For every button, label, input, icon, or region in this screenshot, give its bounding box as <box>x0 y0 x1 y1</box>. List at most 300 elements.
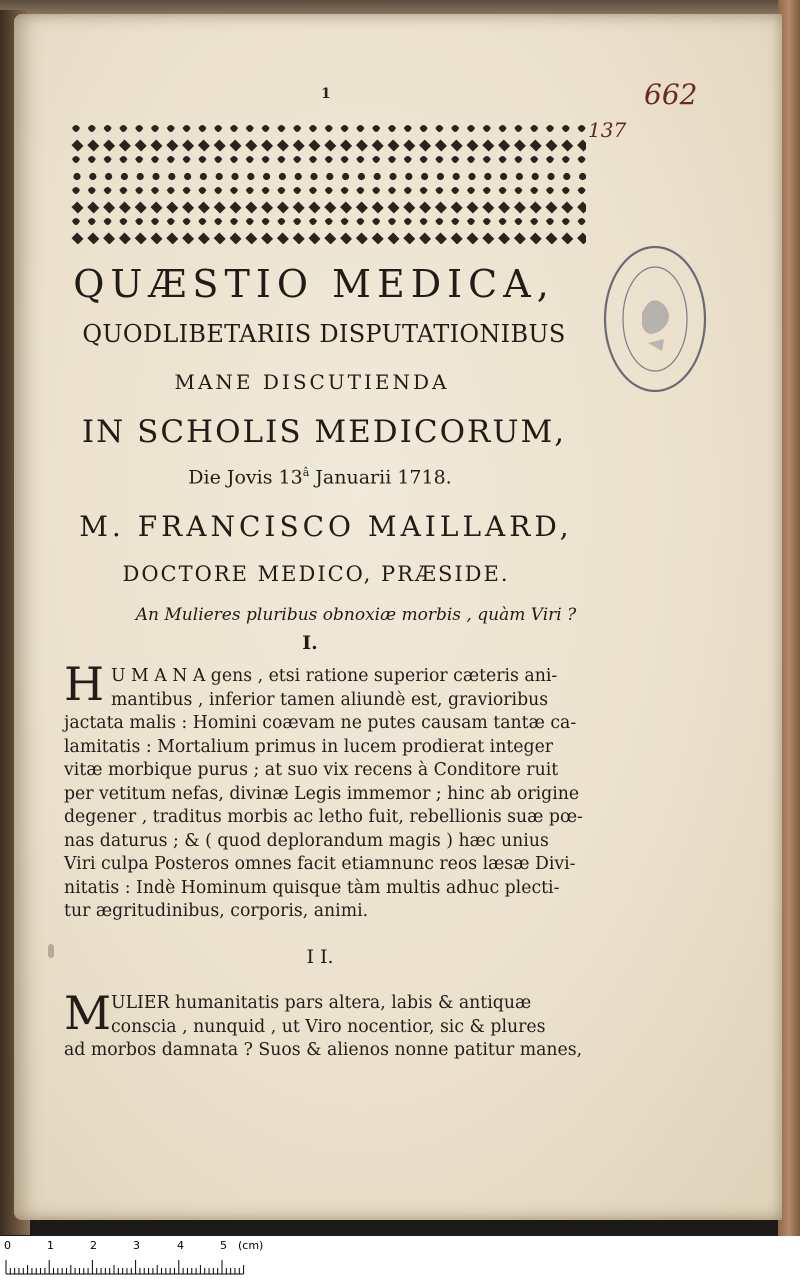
ornament-glyph <box>261 139 273 151</box>
ornament-glyph <box>104 125 112 136</box>
ornament-glyph <box>72 156 80 167</box>
ornament-glyph <box>88 125 96 136</box>
ornament-glyph <box>356 156 364 167</box>
ornament-glyph <box>261 201 273 213</box>
ornament-glyph <box>389 173 396 180</box>
ornament-glyph <box>451 187 459 198</box>
ruler-label-0: 0 <box>4 1239 11 1252</box>
ornament-glyph <box>245 201 257 213</box>
ornament-glyph <box>466 139 478 151</box>
ornament-glyph <box>183 187 191 198</box>
ornament-glyph <box>150 201 162 213</box>
ornament-glyph <box>435 139 447 151</box>
ornament-glyph <box>198 232 210 244</box>
section1-line: jactata malis : Homini coævam ne putes causam tantæ ca- <box>64 713 577 733</box>
title-quodlibetariis: QUODLIBETARIIS DISPUTATIONIBUS <box>82 320 566 348</box>
ornament-glyph <box>546 218 554 229</box>
ornament-glyph <box>150 139 162 151</box>
ornament-glyph <box>545 201 557 213</box>
ornament-glyph <box>358 173 365 180</box>
ornament-glyph <box>546 187 554 198</box>
ruler-ticks <box>0 1254 260 1276</box>
ornament-glyph <box>150 232 162 244</box>
ornament-glyph <box>372 139 384 151</box>
ornament-glyph <box>214 218 222 229</box>
ruler-label-3: 3 <box>133 1239 140 1252</box>
ornament-glyph <box>435 156 443 167</box>
ornament-glyph <box>404 156 412 167</box>
ornament-glyph <box>404 187 412 198</box>
ornament-glyph <box>71 139 83 151</box>
ornament-glyph <box>214 139 226 151</box>
ornament-glyph <box>135 201 147 213</box>
ruler-label-unit: (cm) <box>238 1239 264 1252</box>
ornament-glyph <box>119 156 127 167</box>
ornament-glyph <box>198 218 206 229</box>
ornament-glyph <box>561 201 573 213</box>
ornament-glyph <box>372 232 384 244</box>
ornament-glyph <box>372 187 380 198</box>
ornament-glyph <box>451 139 463 151</box>
ornament-glyph <box>230 218 238 229</box>
ornament-glyph <box>467 125 475 136</box>
ornament-glyph <box>309 125 317 136</box>
ornament-glyph <box>562 218 570 229</box>
ornament-glyph <box>247 173 254 180</box>
ornament-glyph <box>245 232 257 244</box>
ornament-glyph <box>261 232 273 244</box>
ornament-glyph <box>103 201 115 213</box>
ornament-glyph <box>467 187 475 198</box>
section1-line: Viri culpa Posteros omnes facit etiamnunc reos læsæ Divi- <box>64 854 576 874</box>
ornament-glyph <box>466 232 478 244</box>
ornament-glyph <box>578 125 586 136</box>
ornament-glyph <box>246 187 254 198</box>
ornament-glyph <box>578 156 586 167</box>
ornament-glyph <box>119 232 131 244</box>
ornament-glyph <box>71 232 83 244</box>
ornament-glyph <box>514 218 522 229</box>
ornament-glyph <box>121 173 128 180</box>
dropcap-m: M <box>64 986 112 1040</box>
ornament-glyph <box>183 156 191 167</box>
section1-line: per vetitum nefas, divinæ Legis immemor ; hinc ab origine <box>64 783 580 804</box>
ornament-glyph <box>356 139 368 151</box>
ornament-glyph <box>435 125 443 136</box>
ornament-glyph <box>453 173 460 180</box>
ruler-label-1: 1 <box>47 1239 54 1252</box>
ornament-glyph <box>277 232 289 244</box>
ornament-glyph <box>530 156 538 167</box>
ornament-glyph <box>405 173 412 180</box>
ornament-glyph <box>309 156 317 167</box>
ornament-glyph <box>340 201 352 213</box>
ornament-glyph <box>293 139 305 151</box>
ornament-glyph <box>547 173 554 180</box>
ornament-glyph <box>514 201 526 213</box>
ornament-glyph <box>514 187 522 198</box>
section2-line: ULIER humanitatis pars altera, labis & antiquæ <box>111 993 532 1013</box>
ornament-glyph <box>87 139 99 151</box>
ornament-glyph <box>435 187 443 198</box>
section2-line: ad morbos damnata ? Suos & alienos nonne patitur manes, <box>64 1040 583 1060</box>
ornament-glyph <box>435 232 447 244</box>
ornament-glyph <box>437 173 444 180</box>
ornament-glyph <box>466 201 478 213</box>
ornament-glyph <box>309 187 317 198</box>
ornament-glyph <box>514 125 522 136</box>
ornament-glyph <box>451 156 459 167</box>
ornament-glyph <box>340 139 352 151</box>
ornament-glyph <box>214 201 226 213</box>
ornament-glyph <box>562 156 570 167</box>
ornament-glyph <box>356 232 368 244</box>
ornament-glyph <box>435 201 447 213</box>
ornament-glyph <box>245 139 257 151</box>
ornament-glyph <box>451 218 459 229</box>
ornament-glyph <box>435 218 443 229</box>
ornament-glyph <box>420 125 428 136</box>
ornament-glyph <box>104 156 112 167</box>
ornament-glyph <box>183 218 191 229</box>
ornament-glyph <box>516 173 523 180</box>
ornament-glyph <box>404 218 412 229</box>
ornament-glyph <box>372 125 380 136</box>
ornament-glyph <box>324 232 336 244</box>
ornament-glyph <box>467 156 475 167</box>
ornament-glyph <box>88 218 96 229</box>
ornament-glyph <box>563 173 570 180</box>
ornament-glyph <box>88 156 96 167</box>
section1-line: lamitatis : Mortalium primus in lucem prodierat integer <box>64 736 554 757</box>
ornament-glyph <box>546 125 554 136</box>
ornament-glyph <box>119 218 127 229</box>
ornament-glyph <box>451 232 463 244</box>
ornament-glyph <box>167 125 175 136</box>
ornament-glyph <box>151 218 159 229</box>
ornament-glyph <box>420 156 428 167</box>
ornament-glyph <box>403 232 415 244</box>
date-prefix: Die Jovis 13 <box>188 466 303 489</box>
ornament-glyph <box>88 187 96 198</box>
ornament-glyph <box>577 232 586 244</box>
ornament-glyph <box>87 232 99 244</box>
ornament-glyph <box>182 201 194 213</box>
ornament-glyph <box>530 232 542 244</box>
ornament-glyph <box>72 218 80 229</box>
scale-ruler <box>0 1236 800 1279</box>
ruler-label-4: 4 <box>177 1239 184 1252</box>
handwritten-folio-number: 662 <box>644 78 698 111</box>
ornament-glyph <box>229 232 241 244</box>
ornament-glyph <box>198 139 210 151</box>
ornament-glyph <box>562 187 570 198</box>
ornament-glyph <box>482 139 494 151</box>
ornament-glyph <box>229 201 241 213</box>
ornament-glyph <box>103 139 115 151</box>
section-2-text <box>64 986 584 1063</box>
ornament-glyph <box>579 173 586 180</box>
ornament-glyph <box>214 125 222 136</box>
ornament-glyph <box>372 156 380 167</box>
ornament-glyph <box>104 187 112 198</box>
ornament-glyph <box>310 173 317 180</box>
ornament-glyph <box>514 156 522 167</box>
ornament-glyph <box>246 125 254 136</box>
ornament-glyph <box>484 173 491 180</box>
ornament-glyph <box>483 218 491 229</box>
ruler-label-2: 2 <box>90 1239 97 1252</box>
ornament-glyph <box>72 187 80 198</box>
ornament-glyph <box>152 173 159 180</box>
ornament-glyph <box>468 173 475 180</box>
ornament-glyph <box>293 187 301 198</box>
ornament-glyph <box>499 187 507 198</box>
ornament-glyph <box>324 201 336 213</box>
section1-line: degener , traditus morbis ac letho fuit, rebellionis suæ pœ- <box>64 807 583 827</box>
ornament-glyph <box>482 201 494 213</box>
section1-line: nas daturus ; & ( quod deplorandum magis ) hæc unius <box>64 830 549 851</box>
section1-line: tur ægritudinibus, corporis, animi. <box>64 901 369 921</box>
ornament-glyph <box>388 218 396 229</box>
ornament-glyph <box>341 125 349 136</box>
ornament-glyph <box>419 201 431 213</box>
ornament-glyph <box>182 139 194 151</box>
ornament-glyph <box>561 232 573 244</box>
ornament-glyph <box>356 201 368 213</box>
ornament-glyph <box>135 232 147 244</box>
ornament-glyph <box>499 218 507 229</box>
ornament-glyph <box>467 218 475 229</box>
ornament-glyph <box>530 125 538 136</box>
ornament-glyph <box>420 187 428 198</box>
ornament-glyph <box>374 173 381 180</box>
ornament-glyph <box>545 232 557 244</box>
ornament-glyph <box>104 218 112 229</box>
ornament-glyph <box>325 187 333 198</box>
ornament-glyph <box>246 156 254 167</box>
ornament-glyph <box>530 201 542 213</box>
ornament-glyph <box>230 187 238 198</box>
ornament-glyph <box>325 125 333 136</box>
ornament-glyph <box>498 139 510 151</box>
ornament-glyph <box>230 125 238 136</box>
ornament-glyph <box>500 173 507 180</box>
section-numeral-2: I I. <box>306 946 334 968</box>
section-numeral-1: I. <box>302 632 318 654</box>
ornament-glyph <box>577 139 586 151</box>
ornament-glyph <box>166 201 178 213</box>
ornament-glyph <box>246 218 254 229</box>
ornament-glyph <box>214 156 222 167</box>
ornament-glyph <box>404 125 412 136</box>
ornament-glyph <box>71 201 83 213</box>
ornament-glyph <box>135 218 143 229</box>
ornament-glyph <box>499 156 507 167</box>
title-doctore-medico: DOCTORE MEDICO, PRÆSIDE. <box>122 562 510 586</box>
ornament-glyph <box>293 125 301 136</box>
ornament-glyph <box>198 125 206 136</box>
handwritten-side-number: 137 <box>588 118 627 142</box>
ornament-glyph <box>214 187 222 198</box>
title-date-line <box>0 466 640 488</box>
ornament-glyph <box>388 125 396 136</box>
ornament-glyph <box>388 187 396 198</box>
date-superscript: â <box>302 466 310 479</box>
section1-line: U M A N A gens , etsi ratione superior cæteris ani- <box>111 666 558 686</box>
ornament-glyph <box>137 173 144 180</box>
ornament-glyph <box>262 125 270 136</box>
ornament-glyph <box>135 125 143 136</box>
ornament-glyph <box>387 139 399 151</box>
ornament-glyph <box>73 173 80 180</box>
ornament-glyph <box>277 201 289 213</box>
ornament-glyph <box>277 218 285 229</box>
ornament-glyph <box>341 187 349 198</box>
ornament-glyph <box>403 139 415 151</box>
ornament-glyph <box>293 232 305 244</box>
ornament-glyph <box>167 187 175 198</box>
ornament-glyph <box>72 125 80 136</box>
dropcap-h: H <box>64 657 105 711</box>
ornament-glyph <box>198 201 210 213</box>
ornament-glyph <box>308 201 320 213</box>
ornament-glyph <box>151 156 159 167</box>
ornament-glyph <box>279 173 286 180</box>
ornament-glyph <box>231 173 238 180</box>
ornament-glyph <box>324 139 336 151</box>
ornament-glyph <box>530 187 538 198</box>
ornament-glyph <box>277 139 289 151</box>
ornament-glyph <box>546 156 554 167</box>
ornament-glyph <box>293 218 301 229</box>
ornament-glyph <box>483 187 491 198</box>
ornament-glyph <box>168 173 175 180</box>
title-in-scholis-medicorum: IN SCHOLIS MEDICORUM, <box>81 414 567 450</box>
ornament-glyph <box>483 125 491 136</box>
ornament-glyph <box>308 232 320 244</box>
ornament-glyph <box>263 173 270 180</box>
ornament-glyph <box>388 156 396 167</box>
ornament-glyph <box>578 218 586 229</box>
ornament-glyph <box>262 156 270 167</box>
ornament-glyph <box>403 201 415 213</box>
ornament-glyph <box>151 187 159 198</box>
ornament-glyph <box>342 173 349 180</box>
ornament-glyph <box>562 125 570 136</box>
ornament-glyph <box>151 125 159 136</box>
ornament-glyph <box>230 156 238 167</box>
ornament-glyph <box>135 139 147 151</box>
ornament-glyph <box>372 201 384 213</box>
printers-ornament-band <box>66 116 586 244</box>
ornament-glyph <box>262 187 270 198</box>
ornament-glyph <box>499 125 507 136</box>
ornament-glyph <box>356 125 364 136</box>
ornament-glyph <box>182 232 194 244</box>
ornament-glyph <box>356 187 364 198</box>
ornament-glyph <box>105 173 112 180</box>
ornament-glyph <box>514 232 526 244</box>
ornament-glyph <box>451 201 463 213</box>
ornament-glyph <box>119 125 127 136</box>
ornament-glyph <box>483 156 491 167</box>
ornament-glyph <box>326 173 333 180</box>
ornament-glyph <box>514 139 526 151</box>
ornament-glyph <box>309 218 317 229</box>
ornament-glyph <box>530 218 538 229</box>
ornament-glyph <box>119 187 127 198</box>
ornament-glyph <box>214 232 226 244</box>
ornament-glyph <box>498 232 510 244</box>
ornament-glyph <box>89 173 96 180</box>
ornament-glyph <box>198 156 206 167</box>
ruler-label-5: 5 <box>220 1239 227 1252</box>
date-suffix: Januarii 1718. <box>309 466 452 489</box>
ornament-glyph <box>277 156 285 167</box>
ornament-glyph <box>87 201 99 213</box>
ornament-glyph <box>293 156 301 167</box>
question-heading: An Mulieres pluribus obnoxiæ morbis , quàm Viri ? <box>135 605 577 625</box>
ornament-glyph <box>498 201 510 213</box>
ornament-glyph <box>561 139 573 151</box>
ornament-glyph <box>184 173 191 180</box>
ornament-glyph <box>545 139 557 151</box>
ornament-glyph <box>451 125 459 136</box>
ornament-glyph <box>277 125 285 136</box>
ornament-glyph <box>482 232 494 244</box>
ornament-glyph <box>277 187 285 198</box>
ornament-glyph <box>419 139 431 151</box>
ornament-glyph <box>216 173 223 180</box>
ornament-glyph <box>356 218 364 229</box>
ornament-glyph <box>293 201 305 213</box>
ornament-glyph <box>167 218 175 229</box>
title-mane-discutienda: MANE DISCUTIENDA <box>174 370 450 394</box>
section1-line: mantibus , inferior tamen aliundè est, gravioribus <box>111 689 549 710</box>
ornament-glyph <box>387 201 399 213</box>
ornament-glyph <box>183 125 191 136</box>
page-number: 1 <box>321 86 331 102</box>
ornament-glyph <box>372 218 380 229</box>
ornament-glyph <box>166 232 178 244</box>
ornament-glyph <box>167 156 175 167</box>
ornament-glyph <box>229 139 241 151</box>
ornament-glyph <box>325 218 333 229</box>
ornament-glyph <box>135 187 143 198</box>
ornament-glyph <box>308 139 320 151</box>
ornament-glyph <box>577 201 586 213</box>
title-praeses-name: M. FRANCISCO MAILLARD, <box>79 510 573 543</box>
ornament-glyph <box>198 187 206 198</box>
ornament-glyph <box>200 173 207 180</box>
ornament-glyph <box>103 232 115 244</box>
section2-line: conscia , nunquid , ut Viro nocentior, sic & plures <box>111 1016 546 1037</box>
ornament-glyph <box>532 173 539 180</box>
ornament-glyph <box>421 173 428 180</box>
ornament-glyph <box>325 156 333 167</box>
ornament-glyph <box>262 218 270 229</box>
section1-line: nitatis : Indè Hominum quisque tàm multis adhuc plecti- <box>64 877 560 898</box>
ornament-glyph <box>119 139 131 151</box>
ornament-glyph <box>166 139 178 151</box>
ornament-glyph <box>295 173 302 180</box>
ornament-glyph <box>340 232 352 244</box>
section-1-text <box>64 665 584 924</box>
title-quaestio-medica: QUÆSTIO MEDICA, <box>73 262 555 306</box>
ornament-glyph <box>387 232 399 244</box>
section1-line: vitæ morbique purus ; at suo vix recens à Conditore ruit <box>64 760 559 780</box>
